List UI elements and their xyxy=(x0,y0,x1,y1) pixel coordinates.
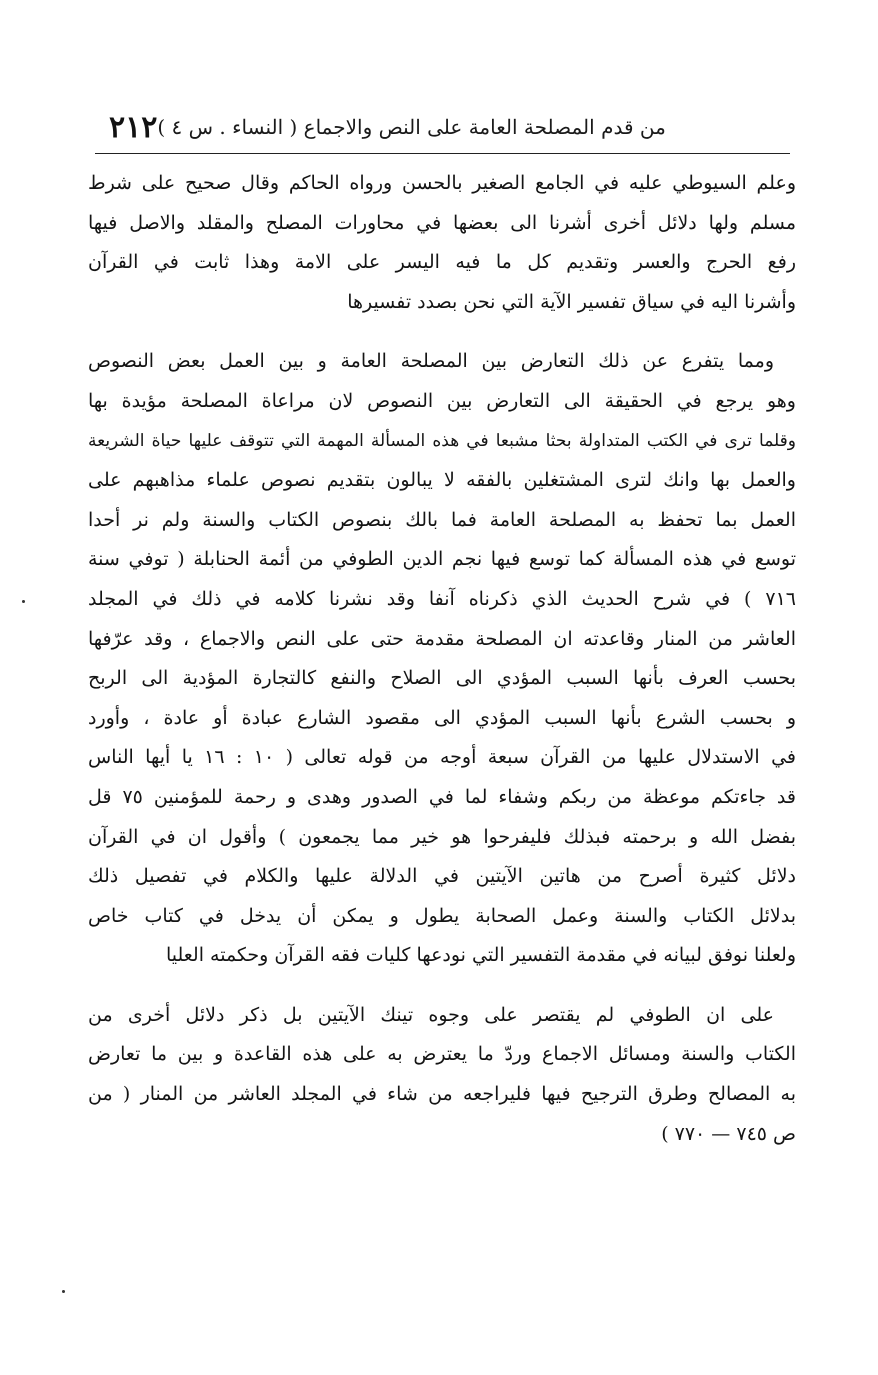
running-title: من قدم المصلحة العامة على النص والاجماع ( النساء . س ٤ ) xyxy=(157,115,666,139)
paragraph-gap xyxy=(88,976,796,996)
text-line: بفضل الله و برحمته فبذلك فليفرحوا هو خير مما يجمعون ) وأقول ان في القرآن xyxy=(88,825,796,848)
paragraph-3 xyxy=(88,996,796,1154)
body-text xyxy=(88,164,796,1154)
text-line: دلائل كثيرة أصرح من هاتين الآيتين في الدلالة عليها والكلام في تفصيل ذلك xyxy=(88,865,796,888)
header-rule xyxy=(95,153,790,154)
text-line: وقلما ترى في الكتب المتداولة بحثا مشبعا في هذه المسألة المهمة التي تتوقف عليها حياة الشريعة xyxy=(88,430,796,451)
text-line: في الاستدلال عليها من القرآن سبعة أوجه من قوله تعالى ( ١٠ : ١٦ يا أيها الناس xyxy=(88,746,796,769)
text-line: ص ٧٤٥ — ٧٧٠ ) xyxy=(661,1122,796,1145)
text-line: وأشرنا اليه في سياق تفسير الآية التي نحن بصدد تفسيرها xyxy=(347,290,796,313)
text-line: والعمل بها وانك لترى المشتغلين بالفقه لا يبالون بتقديم نصوص علماء مذاهبهم على xyxy=(88,469,796,492)
text-line: وهو يرجع في الحقيقة الى التعارض بين النصوص لان مراعاة المصلحة مؤيدة بها xyxy=(88,389,796,412)
paragraph-gap xyxy=(88,322,796,342)
text-line: ومما يتفرع عن ذلك التعارض بين المصلحة العامة و بين العمل بعض النصوص xyxy=(88,350,774,373)
paragraph-1 xyxy=(88,164,796,322)
scan-speck xyxy=(22,600,25,603)
text-line: توسع في هذه المسألة كما توسع فيها نجم الدين الطوفي من أئمة الحنابلة ( توفي سنة xyxy=(88,548,796,571)
text-line: ولعلنا نوفق لبيانه في مقدمة التفسير التي نودعها كليات فقه القرآن وحكمته العليا xyxy=(165,944,796,967)
text-line: به المصالح وطرق الترجيح فيها فليراجعه من شاء في المجلد العاشر من المنار ( من xyxy=(88,1083,796,1106)
scan-speck xyxy=(62,1290,65,1293)
page-number: ٢١٢ xyxy=(109,109,158,145)
text-line: بحسب العرف بأنها السبب المؤدي الى الصلاح والنفع كالتجارة المؤدية الى الربح xyxy=(88,667,796,690)
text-line: العمل بما تحفظ به المصلحة العامة فما بالك بنصوص الكتاب والسنة ولم نر أحدا xyxy=(88,508,796,531)
text-line: العاشر من المنار وقاعدته ان المصلحة مقدمة حتى على النص والاجماع ، وقد عرّفها xyxy=(88,627,796,650)
text-line: بدلائل الكتاب والسنة وعمل الصحابة يطول و يمكن أن يدخل في كتاب خاص xyxy=(88,904,796,927)
text-line: على ان الطوفي لم يقتصر على وجوه تينك الآيتين بل ذكر دلائل أخرى من xyxy=(88,1003,774,1026)
text-line: رفع الحرج والعسر وتقديم كل ما فيه اليسر على الامة وهذا ثابت في القرآن xyxy=(88,251,796,274)
text-line: ٧١٦ ) في شرح الحديث الذي ذكرناه آنفا وقد نشرنا كلامه في ذلك في المجلد xyxy=(88,587,796,610)
text-line: الكتاب والسنة ومسائل الاجماع وردّ ما يعترض به على هذه القاعدة و بين ما تعارض xyxy=(88,1043,796,1066)
text-line: مسلم ولها دلائل أخرى أشرنا الى بعضها في محاورات المصلح والمقلد والاصل فيها xyxy=(88,211,796,234)
text-line: قد جاءتكم موعظة من ربكم وشفاء لما في الصدور وهدى و رحمة للمؤمنين ٧٥ قل xyxy=(88,785,796,808)
paragraph-2 xyxy=(88,342,796,976)
text-line: و بحسب الشرع بأنها السبب المؤدي الى مقصود الشارع عبادة أو عادة ، وأورد xyxy=(88,706,796,729)
page-header xyxy=(95,104,785,150)
text-line: وعلم السيوطي عليه في الجامع الصغير بالحسن ورواه الحاكم وقال صحيح على شرط xyxy=(88,172,796,194)
